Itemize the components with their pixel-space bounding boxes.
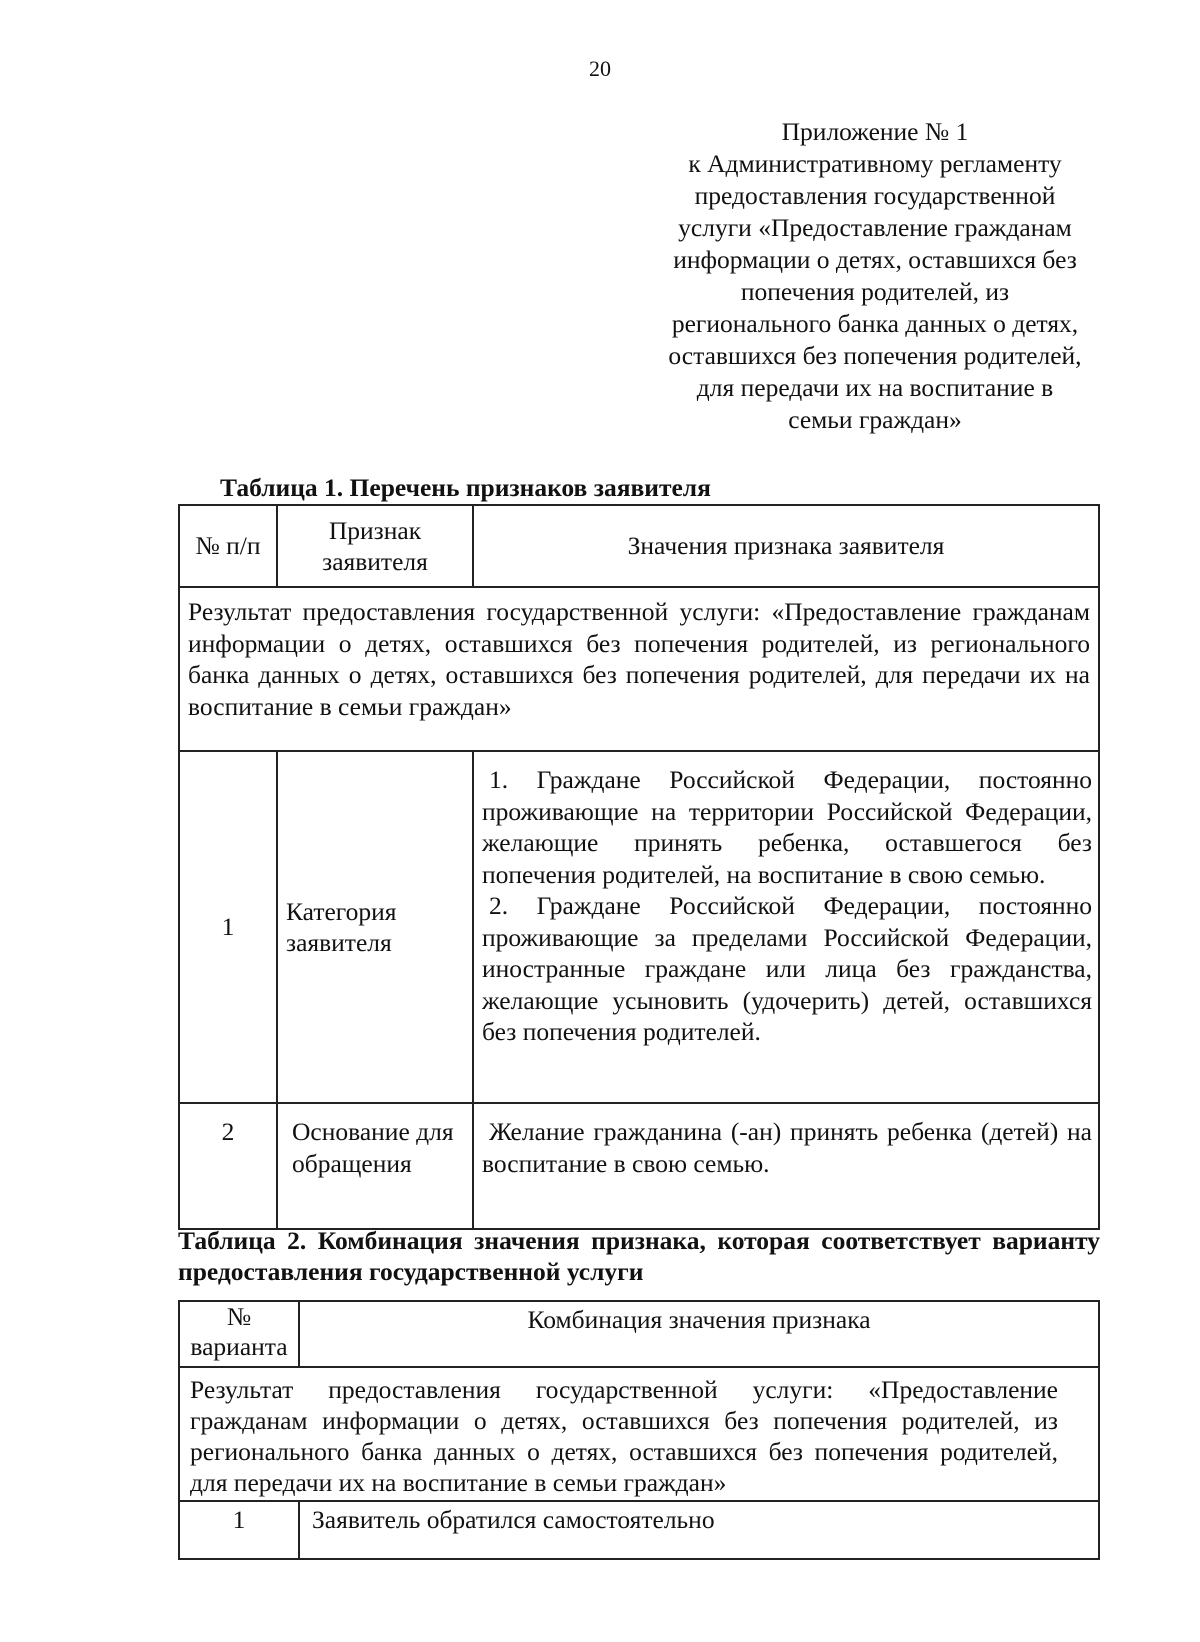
attribute-combination-table: [178, 1300, 1100, 1560]
appendix-line: предоставления государственной: [694, 181, 1056, 210]
appendix-line: Приложение № 1: [781, 117, 969, 146]
row-attribute: Категория заявителя: [277, 751, 473, 1103]
page-number: 20: [589, 56, 611, 81]
service-result: Результат предоставления государственной услуги: «Предоставление гражданам информации о детях, оставшихся без попечения родителей, из регионального банка данных о детях, оставшихся без попечения родителей, для передачи их на воспитание в семьи граждан»: [179, 1367, 1099, 1501]
service-result: Результат предоставления государственной услуги: «Предоставление гражданам информации о детях, оставшихся без попечения родителей, из регионального банка данных о детях, оставшихся без попечения родителей, для передачи их на воспитание в семьи граждан»: [179, 587, 1099, 751]
result-row: [179, 587, 1099, 751]
applicant-attributes-table: [178, 504, 1100, 1230]
appendix-line: оставшихся без попечения родителей,: [668, 341, 1082, 370]
header-combination: Комбинация значения признака: [299, 1301, 1099, 1367]
value-item: Желание гражданина (-ан) принять ребенка (детей) на воспитание в свою семью.: [482, 1117, 1092, 1178]
header-attribute: Признак заявителя: [277, 505, 473, 587]
table2-caption: Таблица 2. Комбинация значения признака, которая соответствует варианту предоставления государственной услуги: [178, 1226, 1100, 1286]
table-row: [179, 1501, 1099, 1559]
table-row: [179, 1103, 1099, 1229]
row-values: [473, 1103, 1099, 1229]
appendix-line: семьи граждан»: [788, 405, 962, 434]
result-row: [179, 1367, 1099, 1501]
table-row: [179, 751, 1099, 1103]
appendix-line: услуги «Предоставление гражданам: [678, 213, 1072, 242]
table-header-row: [179, 505, 1099, 587]
row-number: 1: [179, 751, 277, 1103]
header-variant: № варианта: [179, 1301, 299, 1367]
header-number: № п/п: [179, 505, 277, 587]
value-item: 1. Граждане Российской Федерации, постоянно проживающие на территории Российской Федерации, желающие принять ребенка, оставшегося без попечения родителей, на воспитание в свою семью.: [482, 765, 1092, 889]
appendix-line: попечения родителей, из: [740, 277, 1010, 306]
header-values: Значения признака заявителя: [473, 505, 1099, 587]
row-number: 2: [179, 1103, 277, 1229]
table-header-row: [179, 1301, 1099, 1367]
value-item: 2. Граждане Российской Федерации, постоянно проживающие за пределами Российской Федерации, иностранные граждане или лица без гражданства, желающие усыновить (удочерить) детей, оставшихся без попечения родителей.: [482, 891, 1092, 1046]
row-attribute: Основание для обращения: [277, 1103, 473, 1229]
table1-caption: Таблица 1. Перечень признаков заявителя: [220, 473, 711, 502]
appendix-line: регионального банка данных о детях,: [671, 309, 1079, 338]
row-values: [473, 751, 1099, 1103]
variant-combination: Заявитель обратился самостоятельно: [299, 1501, 1099, 1559]
appendix-line: для передачи их на воспитание в: [696, 373, 1054, 402]
variant-number: 1: [179, 1501, 299, 1559]
appendix-line: информации о детях, оставшихся без: [673, 245, 1077, 274]
appendix-line: к Административному регламенту: [688, 149, 1062, 178]
appendix-header: [640, 116, 1110, 436]
